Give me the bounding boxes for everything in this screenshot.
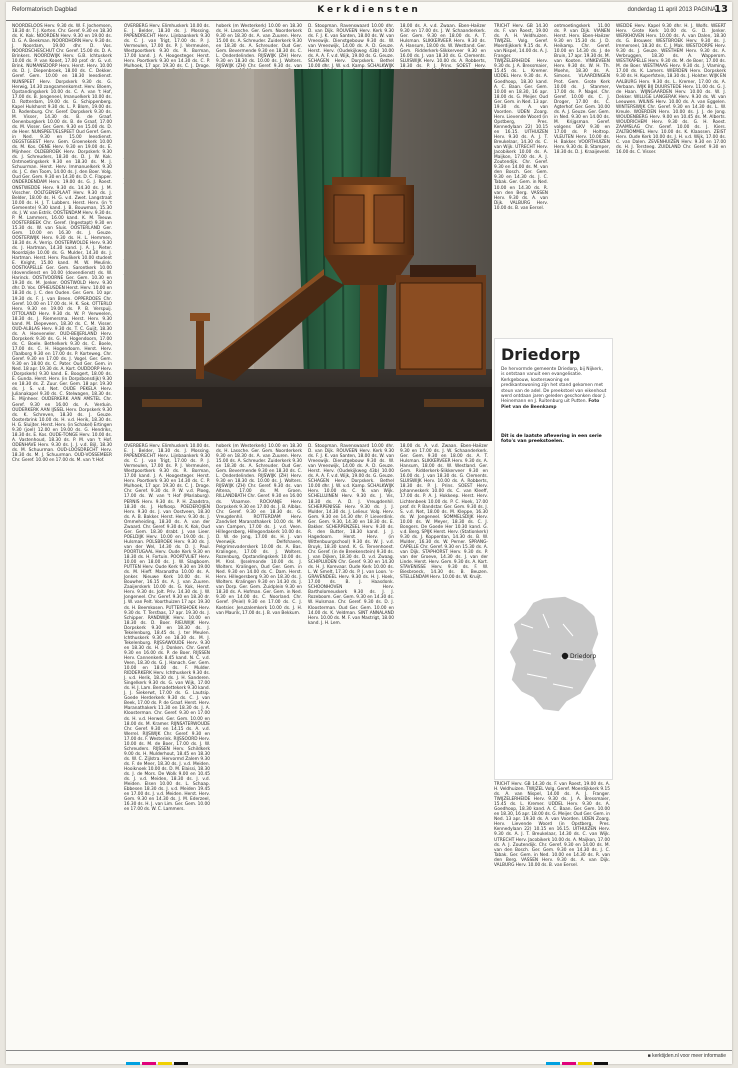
info-icon: ■: [647, 1053, 653, 1059]
netherlands-map-icon: [503, 594, 605, 714]
column-3-top: [216, 24, 302, 70]
church-services-text: NOORDELOOS Herv. 9.30 ds. W. F. Jochemsen, 18.30 dr. T. J. Korten. Chr. Geref. 9.30 en 18.30 ds. K. Kok. NOORDEN Herv. 9.30 en 19.00 ds. D. G. A. Beekman. NOORDHORN Herv. 9.30 ds. J. Noordam, 19.00 dhr. D. Vos. NOORDSCHESCHUT Chr. Geref. 15.00 ds. D. A. Brinkers. NOORDWIJK Herv. G.B. Ichtuskerk 10.00 ds. P. van Kooet, 17.00 prof. dr. G. v.d. Brink. NUMANSDORP Herv. Herst. Herv. 10.00 ds. D. J. Diepenbroek, 18.00 ds. C. Dekker. Geref. Gem. 10.00 en 18.30 leesdienst. NUNSPEET Herv. Dorpskerk 9.30 ds. G. Herwig, 14.30 zangsamenkomst. Herv. Bloem, Opstandingskerk 10.00 ds. C. A. van 't Hof, 17.00 ds. B. Jongeneel, Imanuelkerk 10.00 ds. D. Rotterdam, 19.00 ds. G. Schippenberg. Kapel Hulshorst 9.30 ds. L. P. Blom, 19.00 ds. D. Rodenburg. Chr. Geref. Dorpskerk 9.30 ds. M. Visser, 14.30 ds. B. de Graaf. Oenenburgkerk 10.00 ds. B. de Graaf, 17.00 ds. M. Visser. Ger. Gem. 9.30 en 15.00 ds. D. de Heer. NUNSPEET/ELSPEET Oud Geref. Gem. in Ned. 9.30 en 15.00 leesdienst. OEGSTGEEST Herv. Gem. Groenekerk 10.00 ds. M. Kos. OENE Herv. 9.30 en 19.00 ds. E. Mijnheer. OLDEBROEK Herv. Dorpskerk 9.30 ds. J. Schreuders, 18.30 ds. D. J. W. Kok. Ontmoetingskerk 9.30 en 18.30 ds. M. J. Schuurman. Herst. Herv. Immanuelkerk 9.30 ds. J. C. den Toom, 14.00 ds. J. den Boer. Volg. Oud Ger. Gem. 9.30 en 14.30 ds. D. C. Flapper. ONDERDENDAM Herv. 19.00 ds. G. J. Roest. ONSTWEDDE Herv. 9.30 ds. 14.30 ds. J. M. Visscher. OOLTGENSPLAAT Herv. 9.30 ds. J. Belder, 18.00 ds. H. G. v.d. Zwet. Langstraat 10.00 ds. H. J. T. Lubbers. Herst. Herv. (in 't Gemeente) 9.30 kand. J. B. Bouwman, 15.30 ds. J. W. van Estrik. OOSTENDAM Herv. 9.30 ds. P. M. Lammers, 16.00 kand. K. M. Teeuw. OOSTERBEEK Chr. Geref. (Ingestapt) 9.30 en 15.30 ds. W. van Sluis. OOSTERLAND Ger. Gem. 10.00 en 16.30 ds. J. Geuze. OOSTERWIJK Herv. 9.30 ds. H. L. Hemmen, 18.30 ds. A. Verrip. OOSTERWOLDE Herv. 9.30 ds. J. Hartman, 14.30 kand. J. A. J. Pieter. Noordzijde 10.00 ds. G. Mulder, 14.30 ds. J. Hartman. Herst. Herv. Paulikerk 10.00 student E. Knight, 15.00 kand. M. W. Meulink. OOSTKAPELLE Ger. Gem. Sarontkerk 10.00 (dovendienst en 10.00 (dovendienst) ds. W. Harinck. OOSTVOORNE Ger. Gem. 10.30 en 19.30 ds. M. Jonker. OOSTWOLD Herv. 9.30 dhr. D. Vos. OPHEUSDEN Herst. Herv. 10.00 en 18.30 ds. J. C. den Ouden. Ger. Gem. 10 apr. 19.30 ds. F. J. van Breen. OPPERDOES Chr. Geref. 10.00 en 17.00 ds. H. K. Sok. OTTERLO Herv. 9.30 en 19.00 ds. P. B. Verspuij. OTTOLAND Herv. 9.30 ds. W. P. Verweelen, 18.30 ds. J. Riemersma. Herst. Herv. 9.30 kand. M. Diepeveen, 18.30 ds. C. M. Visser. OUD-ALBLAS Herv. 9.30 ds. T. C. Guijt, 18.30 ds. A. Hoeveneler. OUD-BEIJERLAND Herv. Dorpskerk 9.30 ds. G. H. Hogendoorn, 17.00 ds. C. Boele. Bethelkerk 9.30 ds. C. Boele, 17.00 ds. C. H. Hogendoorn. Herst. Herv. (Taalborg 9.30 en 17.00 ds. P. Korteweg. Chr. Geref. 9.30 en 17.00 ds. J. Vogel. Ger. Gem. 9.30 en 18.00 ds. C. Pater. Oud Ger. Gem. in Ned. 18 apr. 19.30 ds. A. Kort. OUDDORP Herv. (Dorpskerk) 9.30 kand. E. Boogert, 18.00 ds. E. Gunda. Herst. Herv. (in Dorpsbonsdijk) 9.30 en 18.30 ds. Z. Zuur. Ger. Gem. 18 apr. 19.30 ds. J. S. v.d. Net. OUDE PEKELA Herv. Julianakapel 9.30 ds. C. Stelwagen, 18.30 ds. E. Mijnheer. OUDERKERK AAN AMSTEL Chr. Geref. 9.30 en 16.00 ds. A. Verduin. OUDERKERK AAN IJSSEL Herv. Dorpskerk 9.30 ds. K. Schreven, 18.30 ds. J. Geuze. Oosterbrink 10.00 ds. H. v.d. Herik, 18.30 ds. H. G. Sluijter. Herst. Herv. (in Schakel) Ertingen 9.30 (joel) 12.00 en 19.00 ds. G. Hendriks, 18.30 ds. E. Kos. OUDE-TONGE Herv. 10.00 ds. A. Vastenhoud, 18.30 ds. P. M. van 't Hof. ODENHAVE Herv. 9.30 ds. J. J. v.d. Bijl, 18.30 ds. M. Schuurman. OUD-LOOSDRECHT Herv. 18.30 ds. M. J. Schuurman. OUD-VOSSEMEER Chr. Geref. 10.00 en 17.00 ds. M. van 't Hof.: [12, 24, 112, 464]
church-services-text: 18.00 ds. A. v.d. Zwaan. Eben-Haëzer 9.30 en 17.00 ds. J. W. Schaanderkerk. Ger. Gem. 9.30 en 18.00 ds. A. T. Hulsman. SLIKKERVEER Herv. 9.30 ds. A. Hansum, 18.00 ds. W. Westland. Ger. Gem. Ridderkerk-Slikkerveer 9.30 en 16.00 ds. J. van 18.30 ds. G. Clements. SLUISWIJK Herv. 10.00 ds. A. Robberts, 18.30 ds. P. J. Prins. SOEST Herv.: [400, 24, 486, 70]
column-7: [554, 24, 610, 336]
newspaper-name: Reformatorisch Dagblad: [12, 7, 77, 13]
column-6: [494, 24, 548, 336]
footer-link[interactable]: [648, 1053, 726, 1059]
series-note: Dit is de laatste aflevering in een serie foto's van preekstoelen.: [501, 434, 602, 445]
column-4: [308, 444, 394, 1046]
feature-body: [501, 367, 607, 410]
church-services-text: TRICHT Herv. GB 14.30 ds. F. van Roest, 19.00 ds. A. H. Veldhuizen. TWIJZEL Volg. Geref. Moerdijkkerk 9.15 ds. A. van Nispel, 14.00 ds. A. J. Franger. TWIJZELERHEIDE Herv. 9.30 ds. J. A. Bressmaier, 15.45 ds. L. Kremer. UDDEL Herv. 9.30 ds. A. Goedhoop, 18.30 kand. A. C. Baan. Ger. Gem. 10.00 en 18.30, 16 apr. 18.00 ds. G. Meijer. Oud Ger. Gem. in Ned. 13 apr. 19.30 ds. A. van Voorden. UDEN Zoarg. Herv. Lievende Woord (in Opstberg, Pres. Kennedylaan 22) 10.15 en 16.15. UITHUIZEN Herv. 9.30 ds. A. J. T. Breukelaar, 14.30 ds. C. van Wijk. UTRECHT Herv. Jacobikerk 10.00 ds. A. Maijkon, 17.00 ds. A. J. Zoutendijk. Chr. Geref. 9.30 en 14.00 ds. M. van den Bosch. Ger. Gem. 9.30 en 14.30 ds. J. C. Tabak. Ger. Gem. in Ned. 10.00 en 14.30 ds. R. van den Berg. VASSEN Herv. 9.30 ds. A. van Dijk. VALBURG Herv. 10.00 ds. B. van Eersel.: [494, 24, 548, 211]
column-2: [124, 444, 210, 1046]
church-services-text: D. Stoopman. Ravenswaard 10.00 dhr. D. van Dijk. ROUVEEN Herv. Kerk 9.30 ds. F. J. K. van Santen, 18.00 ds. W. van Vreeswijk. Dienstgebouw 9.30 ds. W. van Vreeswijk, 14.00 ds. A. D. Geuze. Herst. Herv. (Oudekijkweg 43b) 10.00 ds. A. A. F. v.d. Wijk, 19.00 ds. G. Geuze. SCHAGEN Herv. Dorpskerk. Bethel 10.00 dhr. J. W. v.d. Kamp. SCHALKWIJK: [308, 24, 394, 70]
driedorp-feature: [494, 338, 613, 780]
page-header: [6, 2, 732, 21]
issue-date: donderdag 11 april 2013: [627, 7, 693, 13]
feature-description: De hervormde gemeente Driedorp, bij Nijkerk, is ontstaan vanuit een evangelisatie. Kerkgebouw, kosterswoning en predikantswoning zijn het stand gekomen met steun van de adel. De preekstoel van eikenhout werd ontdaan jaren geleden geschonken door J. Heinemann en J. Ruitenburg uit Putten.: [501, 367, 607, 405]
page-label: PAGINA: [693, 7, 716, 13]
pulpit-illustration: [124, 69, 492, 441]
column-2-top: [124, 24, 210, 70]
church-services-text: OVERBERG Herv. Elimhuskerk 10.00 ds. E. J. Belder, 18.30 ds. J. Mossing. PAPENDRECHT Herv. Lijnbaankerk 9.30 ds. C. J. van Trigt, 17.00 ds. P. J. Vermeulen, 17.00 ds. P. J. Vermeulen, Westpoortkerk 9.30 ds. R. Borman, 17.00 kand. J. A. Hoogesteger. Herst. Herv. Poortkerk 9.30 en 14.30 ds. C. P. Mulhoek, 17 apr. 19.30 ds. C. J. Droge. Chr. Geref. 9.30 ds. P. W. v.d. Ploeg, 17.00 ds. W. van 't Hof (Mariaburg). PERNIS Herv. 9.30 ds. P. H. Zaadstra, 18.30 ds. J. Hofkosp. POEDEROIJEN Herv. 9.30 ds. J. van Oostveen, 18.30 ds. A. B. Bakker. Herst. Herv. 9.30 ds. J. Ommeheiding, 18.30 ds. A. van der Zwaard. Chr. Geref. 9.30 ds. K. Kok, Oud Ger. Gem. 18.30 drabt. J. van Lieer. POELDIJK Herv. 10.00 en 19.00 ds. J. Hulsman. POLSBROEK Herv. 9.30 ds. J. van der Wel, 14.30 ds. D. J. Paul. POORTUGAAL Herv. Oude Kerk 9.30 en 18.30 ds. H. Fortuin. POORTVLIET Herv. 10.00 en 18.00 ds. J. W. Slagboom. PUTTEN Herv. Oude Kerk 9.30 en 19.00 ds. M. Hieff. Maranatha 10.00 ds. A. Jonker. Nieuwe Kerk 10.00 ds. H. Bouwher, 16.15 ds. A. J. van Zuuren. Zaaijerskerk 10.00 ds. G. Kok, Herst. Herv. 9.30 ds. Jolt. Priv. 14.30 ds. J. W. Jongeneel. Chr. Geref. 9.30 en 18.30 dr. J. W. van Pelt. Voorthuizen 17 apr. 19.30 ds. H. Beemkosen. PUTTERSHOEK Herv. 9.30 ds. T. Tersfaas, 17 apr. 19.30 ds. J. Schipper. RANDWIJK Herv. 10.00 en 18.30 ds. D. Boer. RIEUWIJK Herv. Dorpskerk 9.30 en 18.30 ds. J. Tekelenburg, 18.45 ds. J. ter Meulen. Ichthuskerk 9.30 en 18.30 ds. M. J. Tekelenburg. RIJSSAWOUDE Herv. 9.30 en 18.30 ds. H. J. Donken. Chr. Geref. 9.30 en 16.00 ds. P. de Boer. RIJSSEN Herv. Cannenkerk 8.45 kand. N. C. v.d. Veen, 18.30 ds. G. J. Hanach. Ger. Gem. 10.00 en 18.00 ds. F. Mulder. RIDDERKERK Herv. Ichthuskerk 9.30 ds. J. v.d. Herik, 18.30 ds. J. H. Sanderen. Singelkerk 9.30 ds. G. van Wijk, 17.00 ds. H. J. Lam. Bernadettekerk 9.30 kand. J. J. Siekerwt, 17.00 ds. G. Lautsip. Goede Herderkerk 9.30 ds. C. J. van Beek, 17.00 ds. P. de Graaf. Herst. Herv. Maranathakerk 11.30 en 18.30 ds. J. A. Kloosterman. Chr. Geref. 9.30 en 17.00 ds. H. v.d. Herwel. Ger. Gem. 10.00 en 18.00 ds. M. Kramer. RIJNSATERWOUDE Chr. Geref. 9.30 en 14.15 ds. A. v.d. Werrel. RIJSWIJK Chr. Geref. 9.30 en 17.00 ds. F. Westerink. RIJSSOORD Herv. 10.00 ds. M. de Boer, 17.00 ds. J. W. Schreuders. RIJSSEN Herv. Schildkerk 9.00 ds. H. Mulderhout, 18.45 en 18.30 ds. W. C. Zijlstra. Hervormd Zalem 9.30 ds. F. de Meer, 18.30 ds. J. v.d. Meiden. Hooiknoek 10.00 ds. D. M. Elaissi, 18.30 ds. J. de Mors. De Wolk 9.00 en 10.45 ds. J. v.d. Meiden, 18.30 ds. J. v.d. Meiden. Elsen 10.00 ds. L. Schaap. Ebbesen 18.30 ds. J. v.d. Meiden 19.45 en 17.00 ds. J. v.d. Meiden. Herst. Herv. Gem. 9.30 en 14.30 ds. J. M. Ederzeel, 16.30 ds. H. J. van Lim. Ger. Gem. 10.00 en 17.00 ds. W. C. Lammers.: [124, 444, 210, 813]
church-services-text: WEDDE Herv. Kapel 9.30 dhr. H. J. Wolfs. WEERT Herv. Grote Kerk 10.00 ds. G. D. Jonker. WERKHOVEN Herv. 10.00 ds. A. van Dalen, 18.30 ds. G. Brouwer. WESTBROEK Herv. 9.30 ds. J. Immerseel, 18.30 ds. C. J. Mak. WESTDORPE Herv. 9.30 ds. J. Geuze. WESTHEM Herv. 9.30 ds. A. Verbruggen, 18.30 ds. A. Wapperom. WESTKAPELLE Herv. 9.30 ds. M. de Boer, 17.00 ds. M. de Boer. WESTMAAS Herv. 9.30 ds. J. Vlaming, 17.00 ds. K. Lamers. WIERDEN Herv. Dorpskerk 9.30 ds. H. Kuperfstein, 18.30 ds. J. Holster. WIJK EN AALBURG Herv. 9.30 ds. L. Kremer, 17.00 ds. A. Verbaan. WIJK BIJ DUURSTEDE Herv. 11.00 ds. G. J. de Haan. WIJNGAARDEN Herv. 10.00 ds. W. J. Dekker. WILLIGE LANGERAK Herv. 9.30 ds. W. van Leeuwen. WILNIS Herv. 10.00 ds. A. van Eggelen. WINTERSWIJK Chr. Geref. 9.30 en 14.30 ds. L. W. Kreule. WOERDEN Herv. 10.00 ds. J. J. de Jong. WOUDENBERG Herv. 9.00 en 10.45 ds. M. Alberts. WOUDRICHEM Herv. 9.30 ds. G. H. Roest. ZAAMSLAG Chr. Geref. 10.00 ds. J. Kiers. ZALTBOMMEL Herv. 10.00 ds. K. Klaassen. ZEIST Herv. Oude Kerk 10.00 ds. J. H. v.d. Wijk, 17.00 ds. C. van Dalen. ZEVENHUIZEN Herv. 9.30 en 17.00 ds. H. J. Tersteeg. ZUIDLAND Chr. Geref. 9.30 en 16.00 ds. C. Visser.: [616, 24, 726, 156]
column-4-top: [308, 24, 394, 70]
column-1: [12, 24, 112, 1046]
header-date-line: [627, 7, 716, 13]
pulpit-photo: [124, 69, 492, 441]
church-services-text: D. Stoopman. Ravenswaard 10.00 dhr. D. van Dijk. ROUVEEN Herv. Kerk 9.30 ds. F. J. K. van Santen, 18.00 ds. W. van Vreeswijk. Dienstgebouw 9.30 ds. W. van Vreeswijk, 14.00 ds. A. D. Geuze. Herst. Herv. (Oudekijkweg 43b) 10.00 ds. A. A. F. v.d. Wijk, 19.00 ds. G. Geuze. SCHAGEN Herv. Dorpskerk. Bethel 10.00 dhr. J. W. v.d. Kamp. SCHALKWIJK Herv. 10.00 ds. C. N. van Wijk. SCHELLUINEN Herv. 9.30 ds. J. Vis, 18.30 ds. A. D. J. Vreugdenhil. SCHERPENISSE Herv. 9.30 ds. J. J. Mulder, 14.30 ds. J. Lelieur. Volg. Herv. Gem. 9.30 en 14.30 dhr. P. Lieverdink. Ger. Gem. 9.30, 14.30 en 18.30 ds. E. Bakker. SCHERPENZEEL Herv. 9.30 ds. R. den Butter, 18.30 kand. J. J. Hagedoorn. Herst. Herv. (in Wittenbuurgschool) 9.30 ds. W. J. v.d. Bruyk, 18.30 kand. K. G. Tervenhoest. Chr. Geref. (in de Breekenstein) 9.30 ds. J. van Dijken, 18.30 ds. D. v.d. Zwaag. SCHIPLUIDEN Chr. Geref. 9.30 en 14.30 ds. H. J. Korevaar. Oude Kerk 10.00 ds. L. W. Smelt, 17.30 ds. P. J. van Loon. 's-GRAVENDEEL Herv. 9.30 ds. H. J. Hoek, 17.00 ds. B. J. Haasdonk. SCHOONHOVEN Herv. Bartholomeuskerk 9.30 ds. J. J. Rozeboom. Ger. Gem. 9.30 en 14.30 ds. W. Hulsman. Chr. Geref. 9.30 ds. D. J. Kloosterman. Oud Ger. Gem. 10.00 en 14.00 ds. K. Veldman. SINT ANNALAND Herv. 10.00 ds. M. F. van Mastrigt, 18.00 kand. J. H. Lem.: [308, 444, 394, 626]
page-number: 13: [714, 4, 728, 15]
map-label: Driedorp: [570, 653, 597, 660]
church-services-text: ontmoetingskerk 11.00 ds. P. van Dijk. VIANEN Herst. Herv. Eben-Haëzer 9.30 en 15.30 ds. J. D. Heikamp. Chr. Geref. 10.00 en 14.30 ds. J. de Bruin, 17 apr. 19.30 ds. M. van Kooten. VINKEVEEN Herv. 9.30 ds. W. H. Th. Moehn, 18.30 ds. A. Simons. VLAARDINGEN Prot. Gem. Grote Kerk 10.00 ds. J. Stanmer, 17.00 ds. P. Nagel. Chr. Geref. 10.00 ds. C. J. Droger, 17.00 ds. C. Agterhof. Ger. Gem. 10.00 ds. A. J. Geuze. Ger. Gem. in Ned. 9.30 en 14.00 ds. M. Krijgsman. Geref. volgens GKV 9.30 en 17.00 ds. P. Holtrop. VLEUTEN Herv. 10.00 ds. H. Bakker. VOORTHUIZEN Herv. 9.30 ds. B. Stamper, 18.30 ds. D. J. Kraaijeveld.: [554, 24, 610, 156]
column-5: [400, 444, 488, 1046]
footer-rule: [6, 1050, 732, 1051]
church-services-text: hoberk (m Westerkerk) 10.00 en 18.30 ds. H. Lassche. Ger. Gem. Noorderkerk 9.30 en 18.30 ds. A. van Zuuren. Herv. 15.00 ds. A. Schreuder. Zuiderkerk 9.30 en 18.30 ds. A. Schreuder. Oud Ger. Gem. Bevermende 9.30 en 18.30 ds. C. L. Onderdelinden. RIJSWIJK (ZH) Herv. 9.30 en 18.30 ds. 10.00 ds. J. Wolters. RIJSWIJK (ZH) Chr. Geref. 9.30 ds. van Altena, 17.00 ds. M. Groen. RILLANDBATH Chr. Geref. 9.30 en 16.00 ds. Vlaamse. ROCKANJE Herv. Dorpskerk 9.30 en 17.00 ds. J. B. Alblas. Chr. Geref. 9.30 en 18.30 ds. G. Vreugdenhil. ROTTERDAM Herv. Zandvliet Maranathakerk 10.00 ds. M. van Campen, 17.00 ds. J. v.d. Veen. Hillegersberg, Hillegondakerk 10.00 ds. D. W. de Jong, 17.00 ds. H. J. van Veenwijk. Delfshaven, Pelgrimsvaderskerk 10.00 ds. A. Bas. Kralingen, 17.00 ds. J. Wolters. Rozenburg, Opstandingskerk 10.00 ds. M. Krol. IJsselmonde 10.00 ds. J. Wolters. Kralingen, Oud Ger. Gem. in Ned. 9.30 en 14.00 ds. C. Dam. Herst. Herv. Hillegersberg 9.30 en 18.30 ds. J. Wolters. Kralingen 9.30 en 14.30 ds. J. van Dorp. Ger. Gem. Zuidplein 9.30 en 18.30 ds. A. Hofman. Ger. Gem. in Ned. 9.30 en 14.00 ds. C. Noorland. Chr. Geref. (Pniel) 9.30 en 17.00 ds. C. J. Koetsier. Jeruzalemkerk 10.00 ds. J. H. van Maurik, 17.00 ds. J. B. van Bekkum.: [216, 444, 302, 616]
newspaper-page: [6, 2, 732, 1064]
section-title: Kerkdiensten: [317, 5, 421, 15]
church-services-text: hoberk (m Westerkerk) 10.00 en 18.30 ds. H. Lassche. Ger. Gem. Noorderkerk 9.30 en 18.30 ds. A. van Zuuren. Herv. 15.00 ds. A. Schreuder. Zuiderkerk 9.30 en 18.30 ds. A. Schreuder. Oud Ger. Gem. Bevermende 9.30 en 18.30 ds. C. L. Onderdelinden. RIJSWIJK (ZH) Herv. 9.30 en 18.30 ds. 10.00 ds. J. Wolters. RIJSWIJK (ZH) Chr. Geref. 9.30 ds. van: [216, 24, 302, 70]
church-services-text: OVERBERG Herv. Elimhuskerk 10.00 ds. E. J. Belder, 18.30 ds. J. Mossing. PAPENDRECHT Herv. Lijnbaankerk 9.30 ds. C. J. van Trigt, 17.00 ds. P. J. Vermeulen, 17.00 ds. P. J. Vermeulen, Westpoortkerk 9.30 ds. R. Borman, 17.00 kand. J. A. Hoogesteger. Herst. Herv. Poortkerk 9.30 en 14.30 ds. C. P. Mulhoek, 17 apr. 19.30 ds. C. J. Droge.: [124, 24, 210, 70]
column-6-bottom: [494, 782, 610, 1046]
print-color-bar: [6, 1062, 732, 1065]
column-8: [616, 24, 726, 1046]
photo-credit: Foto Piet van de Beenkamp: [501, 399, 600, 410]
footer-link-text: kerktijden.nl voor meer informatie: [652, 1053, 726, 1059]
location-dot-icon: [562, 653, 568, 659]
church-services-text: TRICHT Herv. GB 14.30 ds. F. van Roest, 19.00 ds. A. H. Veldhuizen. TWIJZEL Volg. Geref. Moerdijkkerk 9.15 ds. A. van Nispel, 14.00 ds. A. J. Franger. TWIJZELERHEIDE Herv. 9.30 ds. J. A. Bressmaier, 15.45 ds. L. Kremer. UDDEL Herv. 9.30 ds. A. Goedhoop, 18.30 kand. A. C. Baan. Ger. Gem. 10.00 en 18.30, 16 apr. 18.00 ds. G. Meijer. Oud Ger. Gem. in Ned. 13 apr. 19.30 ds. A. van Voorden. UDEN Zoarg. Herv. Lievende Woord (in Opstberg, Pres. Kennedylaan 22) 10.15 en 16.15. UITHUIZEN Herv. 9.30 ds. A. J. T. Breukelaar, 14.30 ds. C. van Wijk. UTRECHT Herv. Jacobikerk 10.00 ds. A. Maijkon, 17.00 ds. A. J. Zoutendijk. Chr. Geref. 9.30 en 14.00 ds. M. van den Bosch. Ger. Gem. 9.30 en 14.30 ds. J. C. Tabak. Ger. Gem. in Ned. 10.00 en 14.30 ds. R. van den Berg. VASSEN Herv. 9.30 ds. A. van Dijk. VALBURG Herv. 10.00 ds. B. van Eersel.: [494, 782, 610, 868]
column-3: [216, 444, 302, 1046]
column-5-top: [400, 24, 486, 70]
feature-title: Driedorp: [501, 345, 581, 364]
church-services-text: 18.00 ds. A. v.d. Zwaan. Eben-Haëzer 9.30 en 17.00 ds. J. W. Schaanderkerk. Ger. Gem. 9.30 en 18.00 ds. A. T. Hulsman. SLIKKERVEER Herv. 9.30 ds. A. Hansum, 18.00 ds. W. Westland. Ger. Gem. Ridderkerk-Slikkerveer 9.30 en 16.00 ds. J. van 18.30 ds. G. Clements. SLUISWIJK Herv. 10.00 ds. A. Robberts, 18.30 ds. P. J. Prins. SOEST Herv. Johanneskerk 10.00 ds. C. van Kleeff, 17.00 ds. P. A. J. Hokkeep. Herst. Herv. Lichtenbeek 10.00 ds. P. C. Hoek, 17.00 prof. dr. P. Bandstar. Ger. Gem. 9.30 ds. J. S. v.d. Net, 18.00 ds. M. Kleppe, 16.30 ds. W. Jongeneel. SOMMELSDIJK Herv. 10.00 ds. W. Meyer, 18.30 ds. C. J. Bongers. De Goede Her 10.30 kand. G. v.d. Berg. SPIJK Herst. Herv. (Stationkerk) 9.30 ds. J. Kopperdan, 14.30 ds. B. W. Mulder, 16.30 ds. W. Perner. SPRANG-CAPELLE Chr. Geref. 9.30 en 15.30 ds. A. van Dijk. STAPHORST Herv. 9.30 ds. P. van der Groeve, 14.30 ds. J. van der Linde. Herst. Herv. Gem. 9.30 ds. A. Kort. STAVENISSE Herv. 9.30 ds. F. W. Biesbroeck, 14.30 ds. B. Beuzen. STELLENDAM Herv. 10.00 ds. W. Kruijt.: [400, 444, 488, 581]
